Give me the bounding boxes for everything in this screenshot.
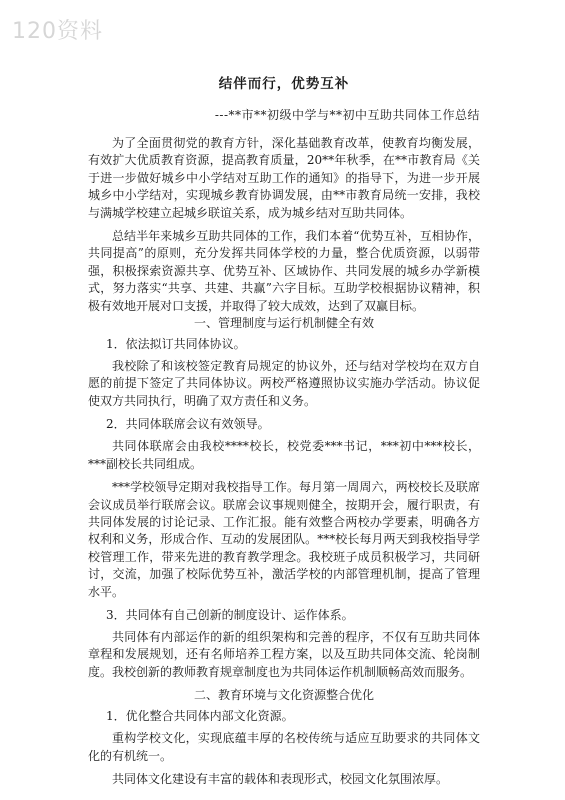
section-1-item-3-paragraph: 共同体有内部运作的新的组织架构和完善的程序，不仅有互助共同体章程和发展规划，还有名师培养工程方案，以及互助共同体交流、轮岗制度。我校创新的教师教育规章制度也为共同体运作机制顺畅高效而服务。 (88, 629, 480, 679)
section-2-item-1-paragraph-1: 重构学校文化，实现底蕴丰厚的名校传统与适应互助要求的共同体文化的有机统一。 (88, 731, 480, 763)
section-1-heading: 一、管理制度与运行机制健全有效 (193, 316, 374, 331)
section-1-item-3-heading: 3．共同体有自己创新的制度设计、运作体系。 (106, 607, 354, 622)
section-1-item-1-paragraph: 我校除了和该校签定教育局规定的协议外，还与结对学校均在双方自愿的前提下签定了共同体协议。两校严格遵照协议实施办学活动。协议促使双方共同执行，明确了双方责任和义务。 (88, 359, 480, 408)
section-1-item-2-paragraph-1: 共同体联席会由我校****校长，校党委***书记，***初中***校长，***副校长共同组成。 (88, 439, 480, 471)
intro-paragraph-2: 总结半年来城乡互助共同体的工作，我们本着“优势互补，互相协作，共同提高”的原则，充分发挥共同体学校的力量，整合优质资源，以弱带强，积极探索资源共享、优势互补、区域协作、共同发展的城乡办学新模式，努力落实“共享、共建、共赢”六字目标。互助学校根据协议精神，积极有效地开展对口支援，并取得了较大成效，达到了双赢目标。 (88, 229, 480, 313)
section-2-item-1-heading: 1．优化整合共同体内部文化资源。 (106, 709, 294, 724)
section-1-item-2-heading: 2．共同体联席会议有效领导。 (106, 417, 270, 432)
intro-paragraph-1: 为了全面贯彻党的教育方针，深化基础教育改革，使教育均衡发展，有效扩大优质教育资源，提高教育质量，20**年秋季，在**市教育局《关于进一步做好城乡中小学结对互助工作的通知》的指导下，为进一步开展城乡中小学结对，实现城乡教育协调发展，由**市教育局统一安排，我校与满城学校建立起城乡联谊关系，成为城乡结对互助共同体。 (88, 136, 480, 220)
section-2-heading: 二、教育环境与文化资源整合优化 (193, 688, 374, 703)
document-subtitle: ---**市**初级中学与**初中互助共同体工作总结 (214, 108, 480, 122)
section-1-item-1-heading: 1．依法拟订共同体协议。 (106, 337, 246, 352)
document-body (88, 72, 480, 794)
document-title: 结伴而行，优势互补 (218, 76, 350, 92)
watermark-logo-text: 120资料 (12, 19, 103, 44)
section-2-item-1-paragraph-2: 共同体文化建设有丰富的载体和表现形式，校园文化氛围浓厚。 (112, 771, 449, 786)
section-1-item-2-paragraph-2: ***学校领导定期对我校指导工作。每月第一周周六，两校校长及联席会议成员举行联席会议。联席会议事规则健全，按期开会，履行职责，有共同体发展的讨论记录、工作汇报。能有效整合两校办学要素，明确各方权利和义务，形成合作、互动的发展团队。***校长每月两天到我校指导学校管理工作，带来先进的教育教学理念。我校班子成员积极学习，共同研讨，交流，加强了校际优势互补，激活学校的内部管理机制，提高了管理水平。 (88, 480, 480, 599)
